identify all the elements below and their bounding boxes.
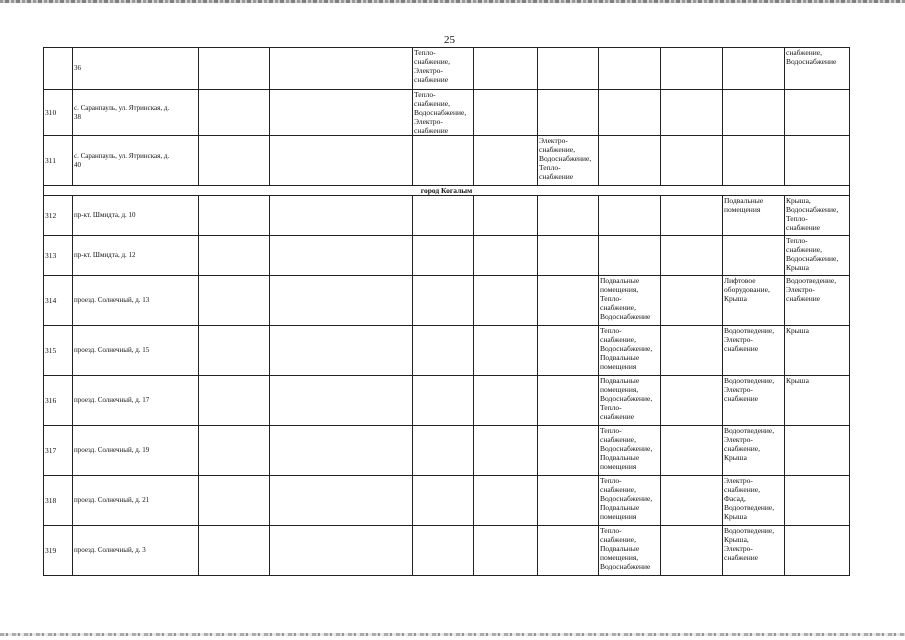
- section-row: [44, 186, 850, 196]
- table-row: [44, 90, 850, 136]
- work-type-cell: [661, 376, 723, 426]
- work-type-cell: Тепло- снабжение, Водоснабжение, Подвальные помещения: [599, 476, 661, 526]
- work-type-cell: [199, 326, 270, 376]
- work-type-cell: Водоотведение, Электро- снабжение: [723, 376, 785, 426]
- work-type-cell: [413, 426, 474, 476]
- work-type-cell: [723, 236, 785, 276]
- work-type-cell: [199, 136, 270, 186]
- address-cell: с. Саранпауль, ул. Ятринская, д. 40: [73, 136, 199, 186]
- work-type-cell: [661, 196, 723, 236]
- table-row: [44, 426, 850, 476]
- table-row: [44, 376, 850, 426]
- work-type-cell: [413, 376, 474, 426]
- work-type-cell: [661, 136, 723, 186]
- table-row: [44, 236, 850, 276]
- work-type-cell: [474, 236, 538, 276]
- work-type-cell: [413, 136, 474, 186]
- work-type-cell: [474, 376, 538, 426]
- work-type-cell: [661, 48, 723, 90]
- work-type-cell: [199, 526, 270, 576]
- work-type-cell: Крыша: [785, 326, 850, 376]
- work-type-cell: Тепло- снабжение, Водоснабжение, Электро- снабжение: [413, 90, 474, 136]
- work-type-cell: [661, 236, 723, 276]
- work-type-cell: Крыша, Водоснабжение, Тепло- снабжение: [785, 196, 850, 236]
- work-type-cell: Тепло- снабжение, Подвальные помещения, Водоснабжение: [599, 526, 661, 576]
- row-number-cell: 312: [44, 196, 73, 236]
- work-type-cell: [538, 196, 599, 236]
- work-type-cell: [474, 196, 538, 236]
- table-row: [44, 48, 850, 90]
- work-type-cell: Водоотведение, Электро- снабжение: [723, 326, 785, 376]
- address-cell: проезд. Солнечный, д. 13: [73, 276, 199, 326]
- table-row: [44, 196, 850, 236]
- work-type-cell: [538, 326, 599, 376]
- address-cell: проезд. Солнечный, д. 3: [73, 526, 199, 576]
- work-type-cell: [661, 326, 723, 376]
- work-type-cell: [599, 136, 661, 186]
- work-type-cell: [661, 426, 723, 476]
- work-type-cell: [413, 196, 474, 236]
- row-number-cell: 314: [44, 276, 73, 326]
- address-cell: с. Саранпауль, ул. Ятринская, д. 38: [73, 90, 199, 136]
- work-type-cell: [474, 276, 538, 326]
- address-cell: пр-кт. Шмидта, д. 12: [73, 236, 199, 276]
- row-number-cell: 318: [44, 476, 73, 526]
- work-type-cell: [785, 426, 850, 476]
- work-type-cell: [270, 376, 413, 426]
- work-type-cell: [661, 276, 723, 326]
- address-cell: 36: [73, 48, 199, 90]
- work-type-cell: [474, 426, 538, 476]
- work-type-cell: [199, 426, 270, 476]
- page-number: 25: [444, 34, 455, 46]
- work-type-cell: [785, 136, 850, 186]
- row-number-cell: 313: [44, 236, 73, 276]
- work-type-cell: [474, 90, 538, 136]
- work-type-cell: Тепло- снабжение, Электро- снабжение: [413, 48, 474, 90]
- table-row: [44, 526, 850, 576]
- work-type-cell: [785, 476, 850, 526]
- work-type-cell: Подвальные помещения, Тепло- снабжение, Водоснабжение: [599, 276, 661, 326]
- work-type-cell: Водоотведение, Электро- снабжение, Крыша: [723, 426, 785, 476]
- work-type-cell: [199, 196, 270, 236]
- work-type-cell: Подвальные помещения, Водоснабжение, Тепло- снабжение: [599, 376, 661, 426]
- address-cell: проезд. Солнечный, д. 21: [73, 476, 199, 526]
- work-type-cell: [538, 426, 599, 476]
- work-type-cell: [538, 90, 599, 136]
- section-title: город Когалым: [44, 186, 850, 196]
- work-type-cell: [723, 136, 785, 186]
- work-type-cell: [538, 48, 599, 90]
- work-type-cell: [538, 236, 599, 276]
- work-type-cell: [474, 136, 538, 186]
- work-type-cell: [538, 276, 599, 326]
- work-type-cell: [413, 526, 474, 576]
- work-type-cell: [661, 90, 723, 136]
- work-type-cell: [599, 196, 661, 236]
- work-type-cell: Электро- снабжение, Фасад, Водоотведение, Крыша: [723, 476, 785, 526]
- work-type-cell: [599, 48, 661, 90]
- work-type-cell: [538, 476, 599, 526]
- rows-after-section: [44, 196, 850, 576]
- work-type-cell: Водоотведение, Крыша, Электро- снабжение: [723, 526, 785, 576]
- work-type-cell: [199, 476, 270, 526]
- address-cell: проезд. Солнечный, д. 19: [73, 426, 199, 476]
- address-cell: пр-кт. Шмидта, д. 10: [73, 196, 199, 236]
- work-type-cell: [199, 48, 270, 90]
- work-type-cell: [413, 326, 474, 376]
- row-number-cell: 315: [44, 326, 73, 376]
- work-type-cell: [474, 326, 538, 376]
- row-number-cell: [44, 48, 73, 90]
- work-type-cell: [474, 476, 538, 526]
- work-type-cell: [723, 90, 785, 136]
- repair-schedule-table: [43, 47, 850, 576]
- work-type-cell: Тепло- снабжение, Водоснабжение, Подвальные помещения: [599, 326, 661, 376]
- work-type-cell: Водоотведение, Электро- снабжение: [785, 276, 850, 326]
- row-number-cell: 317: [44, 426, 73, 476]
- work-type-cell: Лифтовое оборудование, Крыша: [723, 276, 785, 326]
- row-number-cell: 310: [44, 90, 73, 136]
- table-row: [44, 326, 850, 376]
- work-type-cell: [199, 376, 270, 426]
- work-type-cell: [199, 90, 270, 136]
- work-type-cell: [599, 90, 661, 136]
- work-type-cell: [538, 376, 599, 426]
- work-type-cell: [270, 426, 413, 476]
- work-type-cell: [270, 136, 413, 186]
- work-type-cell: [270, 526, 413, 576]
- address-cell: проезд. Солнечный, д. 17: [73, 376, 199, 426]
- work-type-cell: [785, 90, 850, 136]
- address-cell: проезд. Солнечный, д. 15: [73, 326, 199, 376]
- work-type-cell: Тепло- снабжение, Водоснабжение, Подвальные помещения: [599, 426, 661, 476]
- table-row: [44, 276, 850, 326]
- work-type-cell: [270, 476, 413, 526]
- work-type-cell: снабжение, Водоснабжение: [785, 48, 850, 90]
- work-type-cell: Тепло- снабжение, Водоснабжение, Крыша: [785, 236, 850, 276]
- scan-edge-bottom: [0, 633, 905, 636]
- section-block: [44, 186, 850, 196]
- work-type-cell: [474, 526, 538, 576]
- work-type-cell: [723, 48, 785, 90]
- work-type-cell: [413, 276, 474, 326]
- work-type-cell: [785, 526, 850, 576]
- work-type-cell: [270, 90, 413, 136]
- work-type-cell: [538, 526, 599, 576]
- work-type-cell: [474, 48, 538, 90]
- work-type-cell: [413, 236, 474, 276]
- table-row: [44, 476, 850, 526]
- scan-edge-top: [0, 0, 905, 3]
- work-type-cell: [599, 236, 661, 276]
- work-type-cell: [270, 196, 413, 236]
- work-type-cell: [413, 476, 474, 526]
- rows-before-section: [44, 48, 850, 186]
- row-number-cell: 316: [44, 376, 73, 426]
- work-type-cell: [270, 326, 413, 376]
- work-type-cell: Электро- снабжение, Водоснабжение, Тепло- снабжение: [538, 136, 599, 186]
- work-type-cell: [661, 476, 723, 526]
- work-type-cell: [199, 236, 270, 276]
- work-type-cell: [661, 526, 723, 576]
- work-type-cell: [199, 276, 270, 326]
- work-type-cell: Крыша: [785, 376, 850, 426]
- row-number-cell: 319: [44, 526, 73, 576]
- work-type-cell: [270, 236, 413, 276]
- work-type-cell: [270, 48, 413, 90]
- row-number-cell: 311: [44, 136, 73, 186]
- work-type-cell: [270, 276, 413, 326]
- table-row: [44, 136, 850, 186]
- work-type-cell: Подвальные помещения: [723, 196, 785, 236]
